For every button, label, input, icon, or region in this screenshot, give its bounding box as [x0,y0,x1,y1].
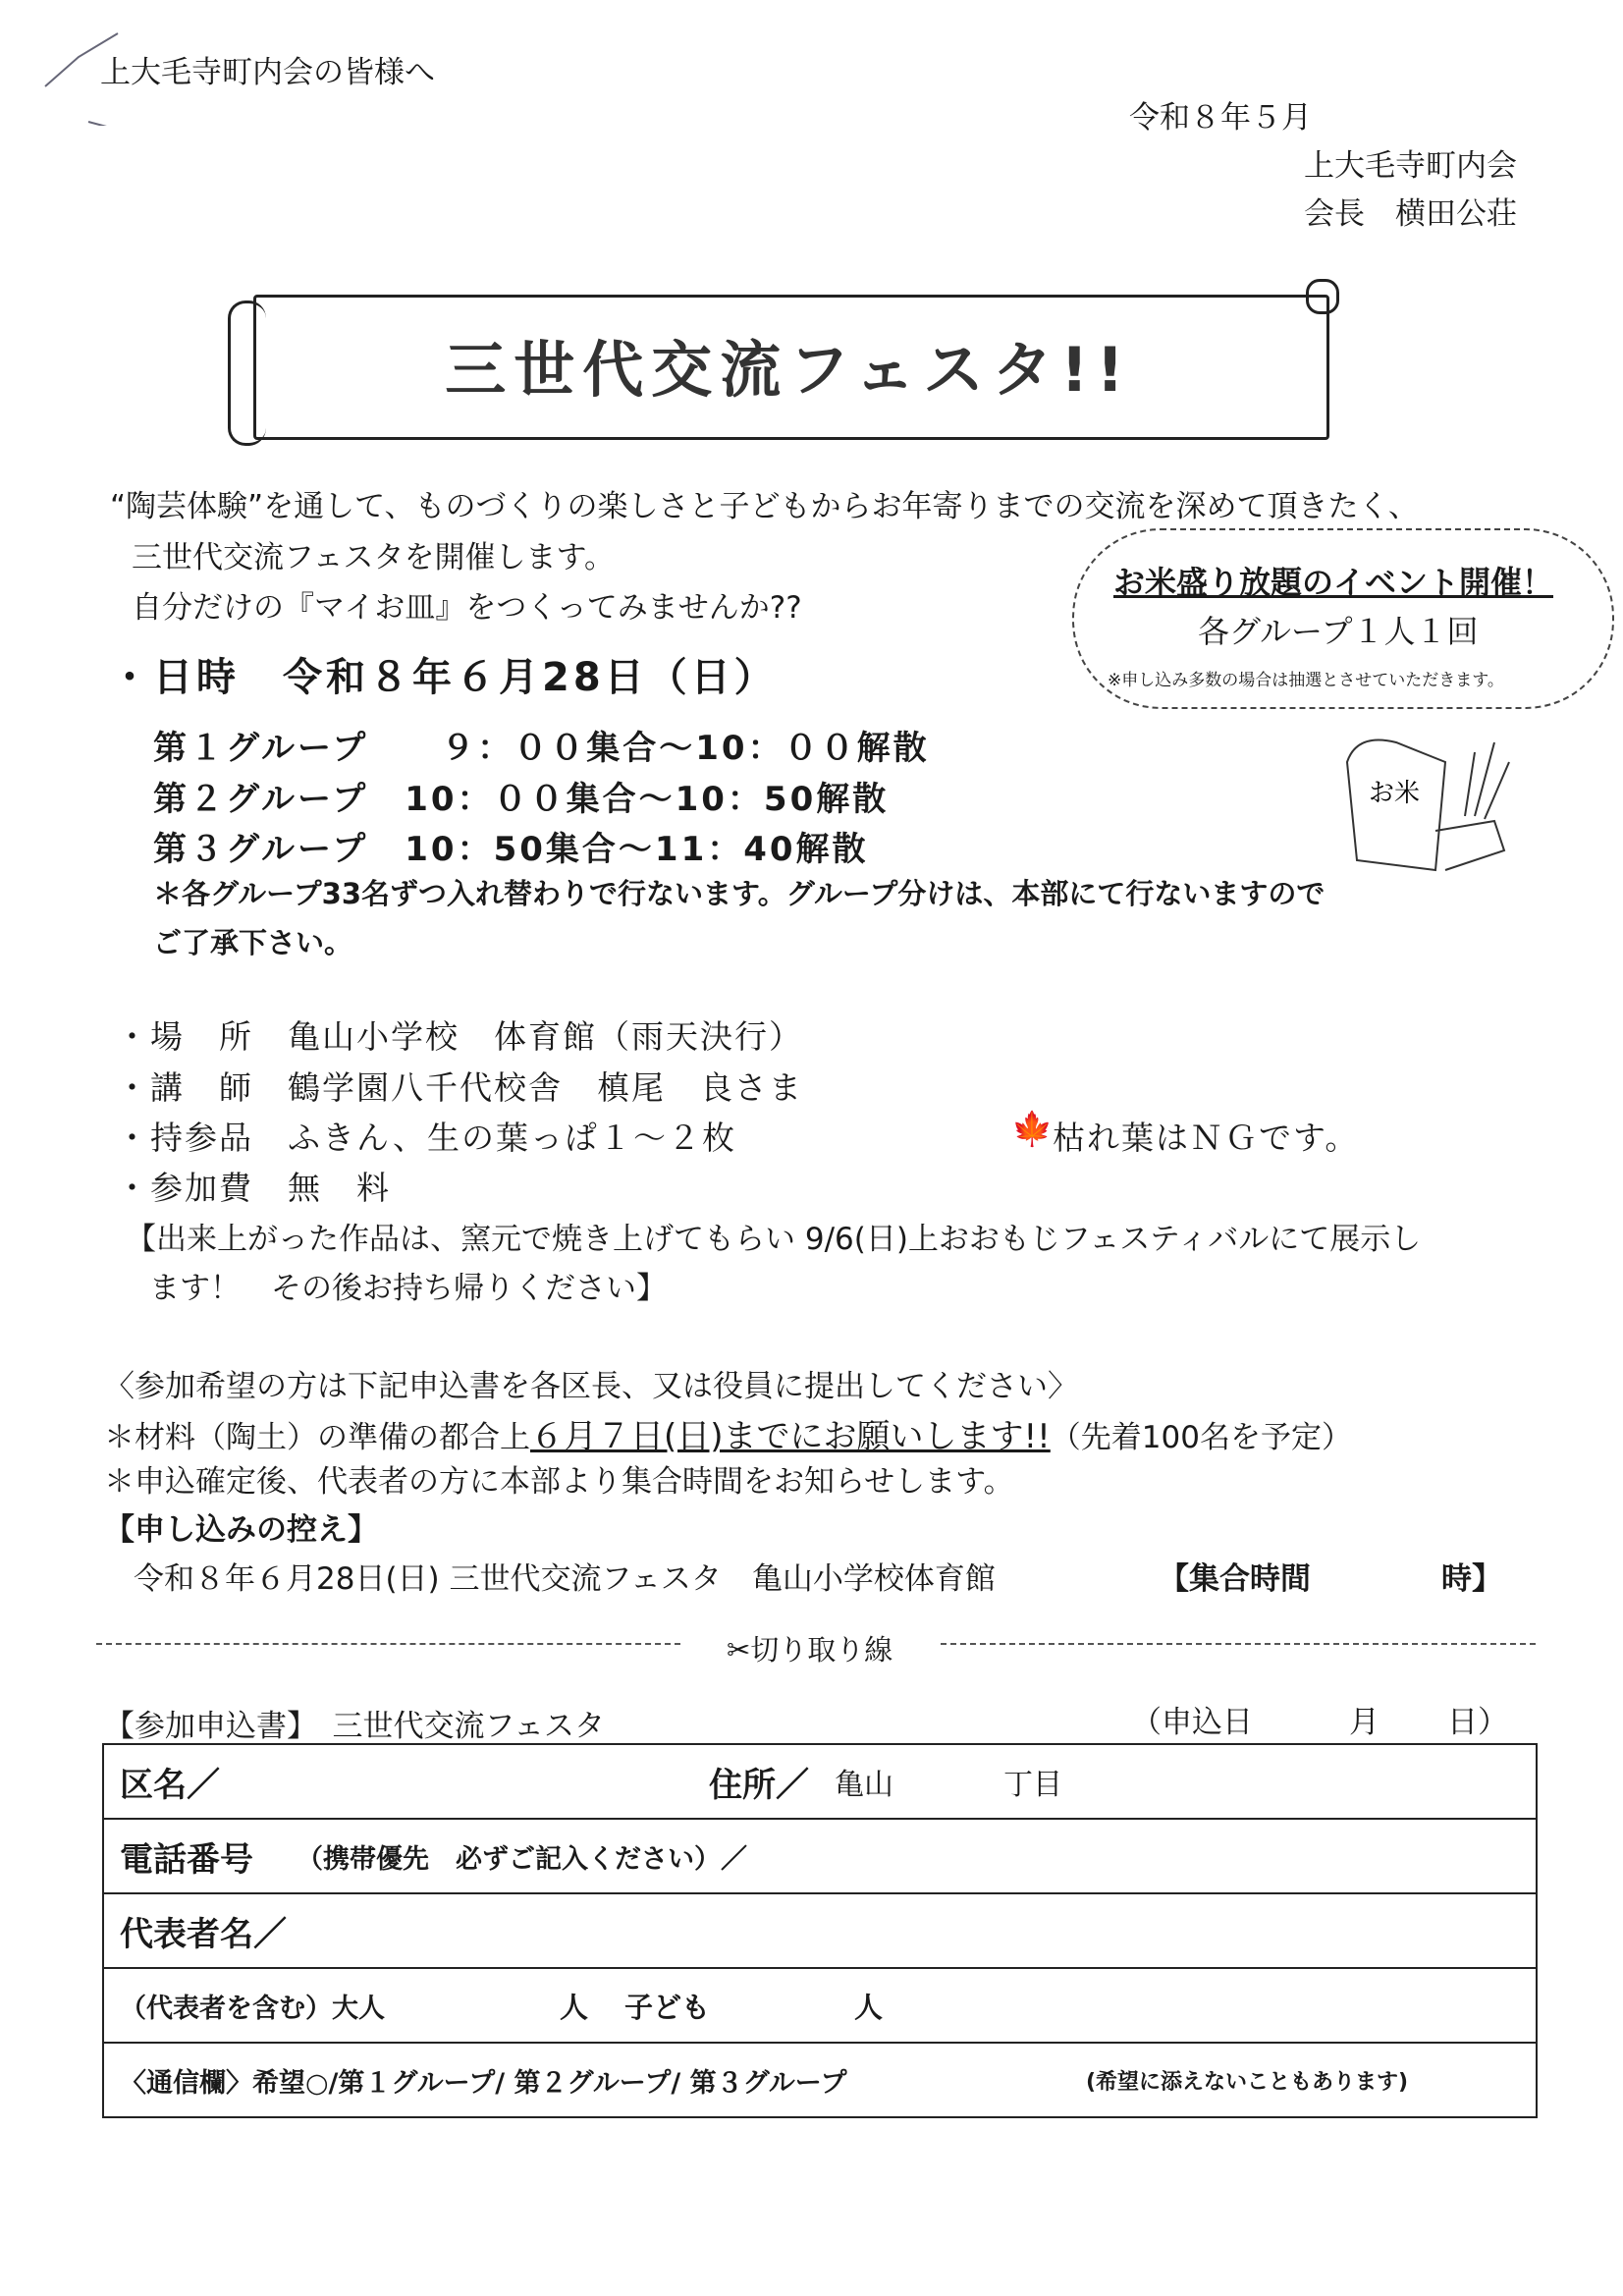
adult-count-unit: 人 [560,1990,589,2024]
phone-label: 電話番号 [120,1839,253,1880]
group-1-time: 第１グループ ９：００集合～10：００解散 [153,729,930,768]
cut-line-left [96,1643,680,1645]
exhibit-note-1: 【出来上がった作品は、窯元で焼き上げてもらい 9/6(日)上おおもじフェスティバルにて展示し [126,1222,1422,1257]
adult-count-label: （代表者を含む）大人 [120,1993,385,2024]
group-3-time: 第３グループ 10：50集合～11：40解散 [153,830,869,869]
form-row-communication [104,2044,1536,2116]
chair-name: 会長 横田公荘 [1304,196,1517,232]
group-note-1: ＊各グループ33名ずつ入れ替わりで行ないます。グループ分けは、本部にて行ないますので [153,877,1325,910]
form-date-label: （申込日 [1131,1705,1253,1740]
event-items: ・持参品 ふきん、生の葉っぱ１～２枚 [116,1119,736,1157]
rice-event-title: お米盛り放題のイベント開催！ [1113,564,1554,601]
scribble-mark [39,27,128,126]
event-place: ・場 所 亀山小学校 体育館（雨天決行） [116,1017,803,1056]
event-datetime: ・日時 令和８年６月28日（日） [110,655,778,700]
items-note: 枯れ葉はＮＧです。 [1053,1119,1360,1157]
stub-time-close: 時】 [1441,1561,1502,1597]
apply-deadline-suffix: （先着100名を予定） [1050,1420,1352,1455]
group-2-time: 第２グループ 10：００集合～10：50解散 [153,780,890,819]
issue-date: 令和８年５月 [1129,100,1312,136]
cut-line-label: ✂切り取り線 [727,1633,893,1667]
organization-name: 上大毛寺町内会 [1304,148,1517,184]
child-count-unit: 人 [854,1990,884,2024]
exhibit-note-2: ます！ その後お持ち帰りください】 [149,1271,667,1306]
intro-line-2: 三世代交流フェスタを開催します。 [132,540,615,575]
ward-field[interactable]: 区名／ [120,1765,220,1805]
intro-line-3: 自分だけの『マイお皿』をつくってみませんか?? [132,590,802,626]
child-count-label: 子ども [624,1990,711,2024]
form-title: 【参加申込書】 三世代交流フェスタ [104,1709,605,1744]
phone-field[interactable]: （携帯優先 必ずご記入ください）／ [297,1843,747,1875]
group-preference-note: (希望に添えないこともあります) [1086,2069,1409,2095]
representative-field[interactable]: 代表者名／ [120,1914,287,1954]
intro-line-1: “陶芸体験”を通して、ものづくりの楽しさと子どもからお年寄りまでの交流を深めて頂きたく、 [110,489,1419,524]
greeting-text: 上大毛寺町内会の皆様へ [100,55,435,90]
rice-event-limit: 各グループ１人１回 [1198,613,1479,650]
rice-bag-label: お米 [1369,779,1421,808]
event-title: 三世代交流フェスタ!! [445,333,1132,406]
apply-deadline-date: ６月７日(日)までにお願いします!! [530,1417,1051,1456]
form-row-phone [104,1820,1536,1894]
rice-event-note: ※申し込み多数の場合は抽選とさせていただきます。 [1108,671,1504,690]
form-row-ward-address [104,1745,1536,1820]
form-row-count [104,1969,1536,2044]
stub-time-open: 【集合時間 [1159,1561,1311,1597]
leaf-icon: 🍁 [1011,1110,1054,1149]
cut-line-right [941,1643,1536,1645]
rice-bag-illustration [1327,723,1514,880]
apply-instruction: 〈参加希望の方は下記申込書を各区長、又は役員に提出してください〉 [104,1369,1078,1404]
stub-details: 令和８年６月28日(日) 三世代交流フェスタ 亀山小学校体育館 [134,1561,996,1597]
apply-deadline-line [104,1409,1352,1457]
form-month-label: 月 [1349,1705,1380,1740]
group-preference-field[interactable]: 〈通信欄〉希望○/第１グループ/ 第２グループ/ 第３グループ [120,2067,847,2099]
stub-title: 【申し込みの控え】 [104,1512,378,1548]
address-label: 住所／ [709,1765,809,1805]
form-day-label: 日） [1447,1705,1508,1740]
form-row-representative [104,1894,1536,1969]
apply-confirm-note: ＊申込確定後、代表者の方に本部より集合時間をお知らせします。 [104,1464,1014,1500]
event-teacher: ・講 師 鶴学園八千代校舎 槙尾 良さま [116,1068,803,1107]
group-note-2: ご了承下さい。 [153,926,353,959]
application-form [102,1743,1538,2118]
address-field[interactable]: 亀山 [835,1768,893,1802]
apply-deadline-prefix: ＊材料（陶土）の準備の都合上 [104,1420,530,1455]
address-suffix: 丁目 [1003,1768,1062,1802]
event-fee: ・参加費 無 料 [116,1169,391,1207]
